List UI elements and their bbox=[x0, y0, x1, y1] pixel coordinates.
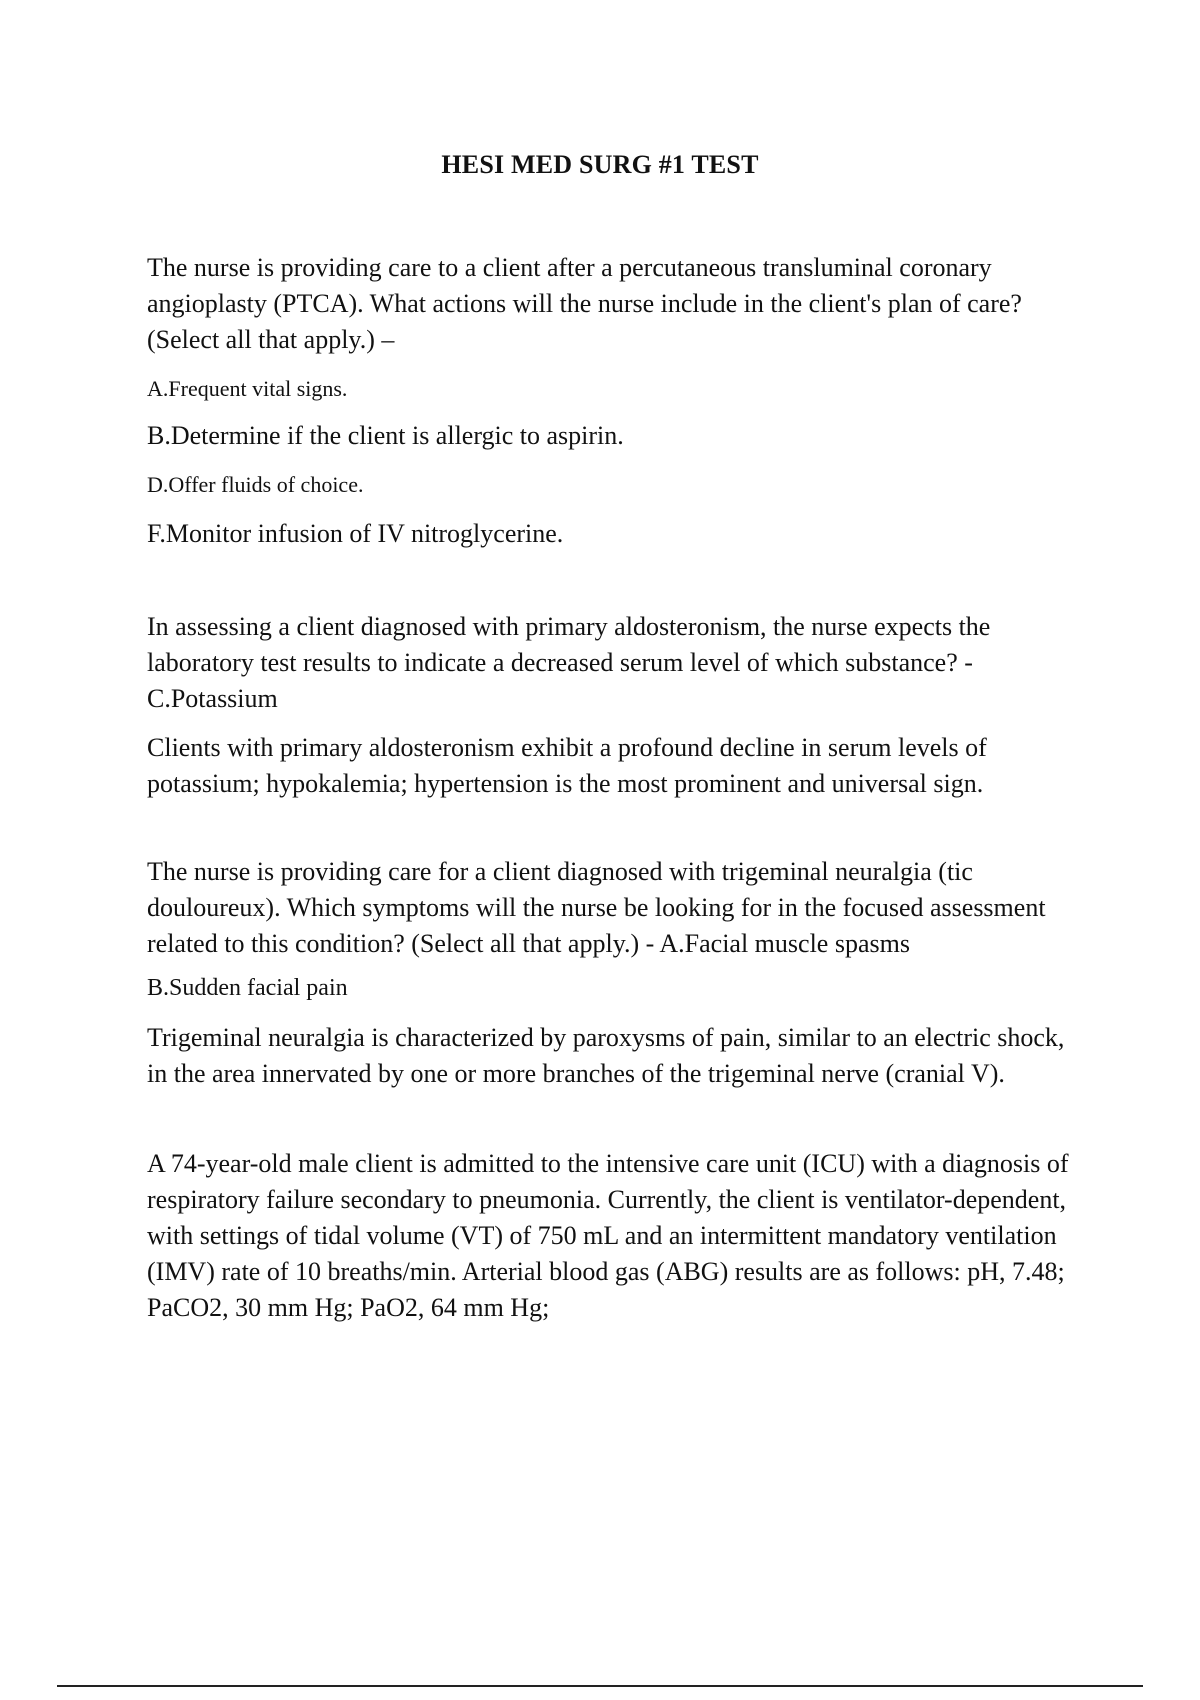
question-2-explanation: Clients with primary aldosteronism exhibit a profound decline in serum levels of potassium; hypokalemia; hypertension is the most prominent and universal sign. bbox=[147, 733, 987, 798]
question-1-option-d: D.Offer fluids of choice. bbox=[147, 472, 364, 497]
question-1-option-b: B.Determine if the client is allergic to aspirin. bbox=[147, 421, 624, 450]
question-1-option-a: A.Frequent vital signs. bbox=[147, 376, 348, 401]
document-content bbox=[147, 250, 1087, 1326]
document-title: HESI MED SURG #1 TEST bbox=[441, 150, 759, 179]
question-3-option-b: B.Sudden facial pain bbox=[147, 975, 348, 1001]
footer-divider bbox=[57, 1685, 1143, 1687]
question-1-text: The nurse is providing care to a client after a percutaneous transluminal coronary angioplasty (PTCA). What actions will the nurse include in the client's plan of care? (Select all that apply.) – bbox=[147, 253, 1022, 354]
question-2-text: In assessing a client diagnosed with primary aldosteronism, the nurse expects the laboratory test results to indicate a decreased serum level of which substance? - C.Potassium bbox=[147, 612, 991, 713]
question-3-explanation: Trigeminal neuralgia is characterized by paroxysms of pain, similar to an electric shock, in the area innervated by one or more branches of the trigeminal nerve (cranial V). bbox=[147, 1023, 1065, 1088]
question-3-text: The nurse is providing care for a client diagnosed with trigeminal neuralgia (tic douloureux). Which symptoms will the nurse be looking for in the focused assessment related to this condition? (Select all that apply.) - A.Facial muscle spasms bbox=[147, 857, 1046, 958]
question-1-option-f: F.Monitor infusion of IV nitroglycerine. bbox=[147, 519, 564, 548]
question-4-text: A 74-year-old male client is admitted to the intensive care unit (ICU) with a diagnosis of respiratory failure secondary to pneumonia. Currently, the client is ventilator-dependent, with settings of tidal volume (VT) of 750 mL and an intermittent mandatory ventilation (IMV) rate of 10 breaths/min. Arterial blood gas (ABG) results are as follows: pH, 7.48; PaCO2, 30 mm Hg; PaO2, 64 mm Hg; bbox=[147, 1149, 1069, 1322]
